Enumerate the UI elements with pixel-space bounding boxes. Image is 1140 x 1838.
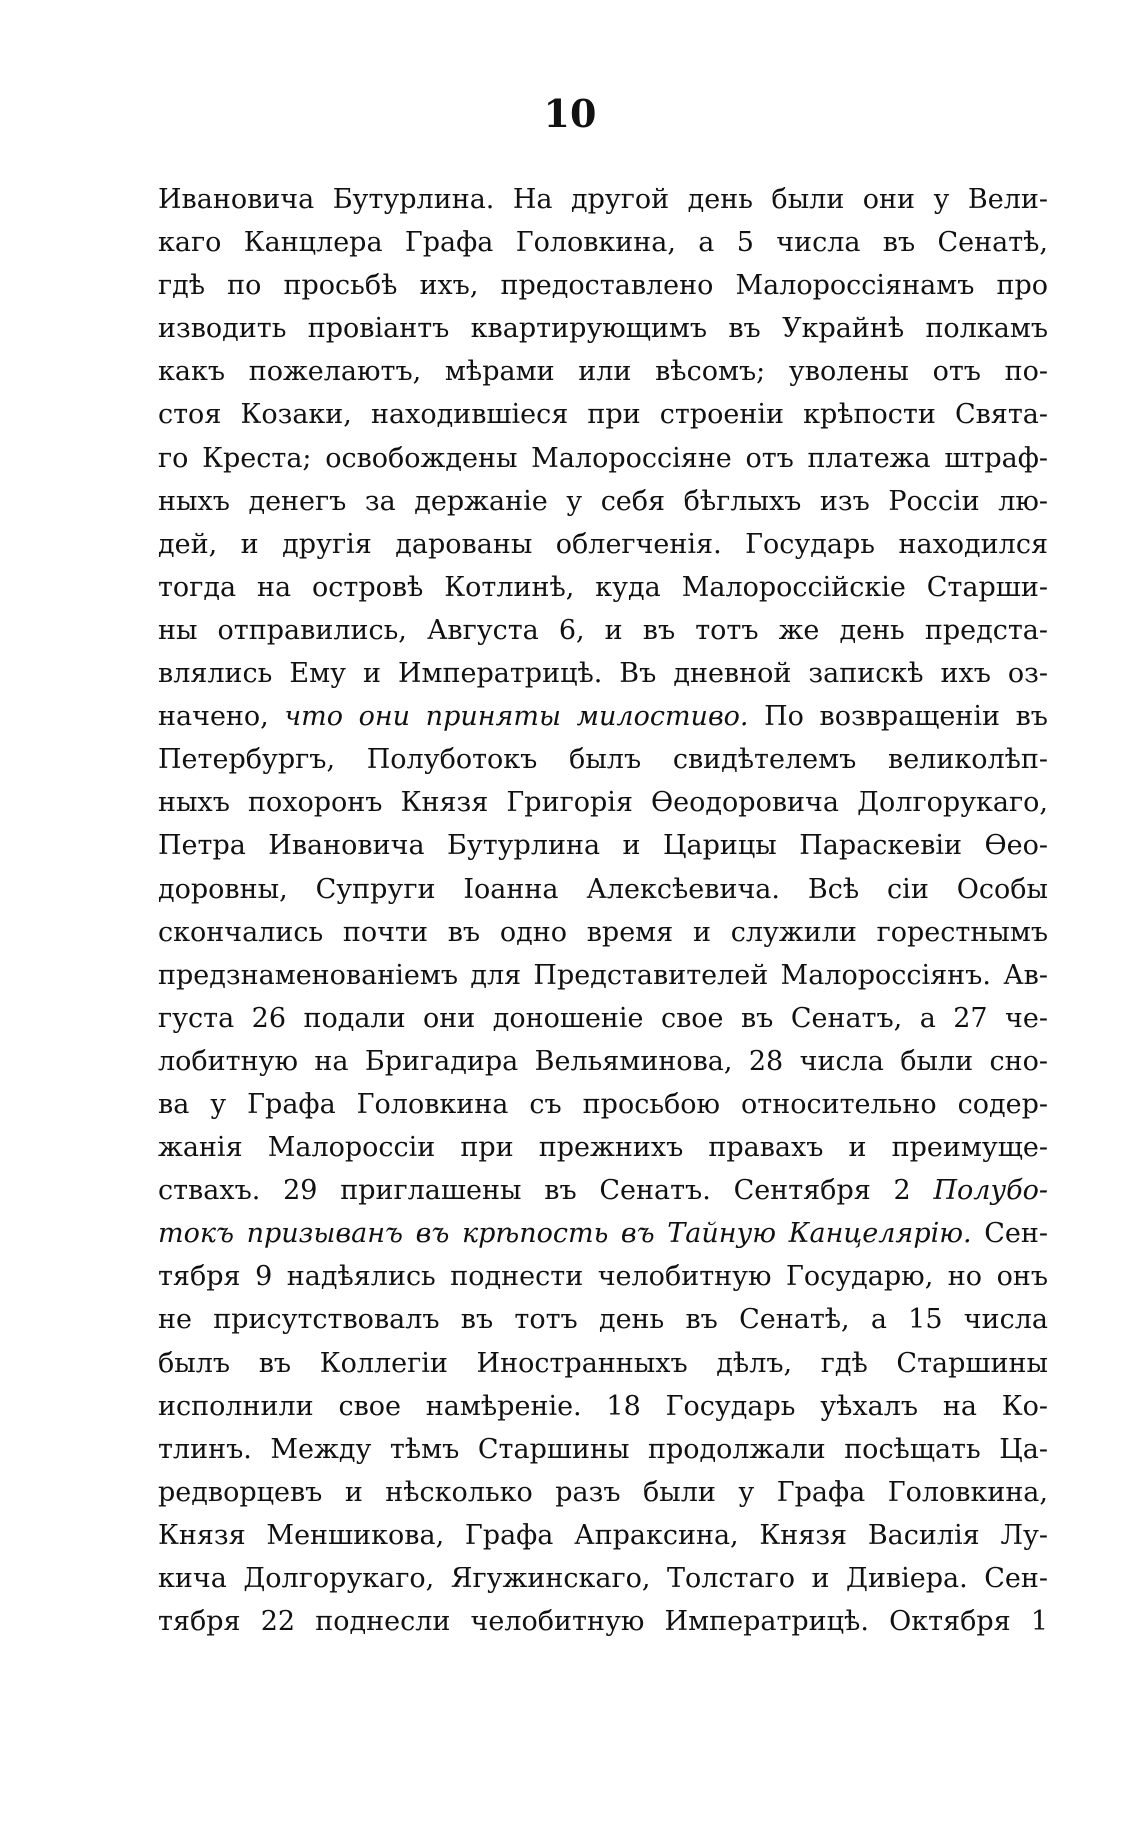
text-line: [158, 652, 1048, 695]
text-segment: не присутствовалъ въ тотъ день въ Сенатѣ, а 15 числа: [158, 1304, 1048, 1336]
text-segment: Петра Ивановича Бутурлина и Царицы Параскевіи Ѳео-: [158, 830, 1048, 862]
text-line: [158, 1126, 1048, 1169]
text-segment: начено,: [158, 701, 285, 733]
text-segment: тября 22 поднесли челобитную Императрицѣ. Октября 1: [158, 1606, 1048, 1638]
text-line: [158, 1083, 1048, 1126]
text-line: [158, 954, 1048, 997]
text-segment: Сен-: [971, 1218, 1048, 1250]
text-segment: густа 26 подали они доношеніе свое въ Сенатъ, а 27 че-: [158, 1002, 1048, 1034]
text-line: [158, 1040, 1048, 1083]
text-segment: гдѣ по просьбѣ ихъ, предоставлено Малороссіянамъ про: [158, 270, 1048, 302]
text-line: [158, 437, 1048, 480]
text-segment: скончались почти въ одно время и служили горестнымъ: [158, 916, 1048, 948]
text-line: [158, 1342, 1048, 1385]
text-segment: ва у Графа Головкина съ просьбою относительно содер-: [158, 1088, 1048, 1120]
text-line: [158, 1255, 1048, 1298]
text-segment: ныхъ похоронъ Князя Григорія Ѳеодоровича Долгорукаго,: [158, 787, 1048, 819]
text-segment: каго Канцлера Графа Головкина, а 5 числа въ Сенатѣ,: [158, 227, 1048, 259]
text-segment: исполнили свое намѣреніе. 18 Государь уѣхалъ на Ко-: [158, 1390, 1048, 1422]
text-line: [158, 911, 1048, 954]
text-segment: Петербургъ, Полуботокъ былъ свидѣтелемъ великолѣп-: [158, 744, 1048, 776]
text-line: [158, 1514, 1048, 1557]
text-line: [158, 1169, 1048, 1212]
text-line: [158, 221, 1048, 264]
text-segment: влялись Ему и Императрицѣ. Въ дневной запискѣ ихъ оз-: [158, 658, 1048, 690]
text-segment: жанія Малороссіи при прежнихъ правахъ и преимуще-: [158, 1132, 1048, 1164]
text-line: [158, 1385, 1048, 1428]
text-segment: тября 9 надѣялись поднести челобитную Государю, но онъ: [158, 1261, 1048, 1293]
text-line: [158, 824, 1048, 867]
text-line: [158, 1298, 1048, 1341]
text-line: [158, 609, 1048, 652]
text-line: [158, 868, 1048, 911]
text-segment: дей, и другія дарованы облегченія. Государь находился: [158, 528, 1048, 560]
text-segment: Князя Меншикова, Графа Апраксина, Князя Василія Лу-: [158, 1519, 1048, 1551]
text-segment: изводить провіантъ квартирующимъ въ Украйнѣ полкамъ: [158, 313, 1048, 345]
text-line: [158, 1428, 1048, 1471]
text-segment: редворцевъ и нѣсколько разъ были у Графа Головкина,: [158, 1476, 1048, 1508]
italic-text-segment: Полубо-: [933, 1175, 1048, 1207]
text-segment: ны отправились, Августа 6, и въ тотъ же день предста-: [158, 614, 1048, 646]
text-line: [158, 178, 1048, 221]
text-line: [158, 393, 1048, 436]
text-segment: Ивановича Бутурлина. На другой день были они у Вели-: [158, 184, 1048, 215]
text-line: [158, 566, 1048, 609]
text-segment: ствахъ. 29 приглашены въ Сенатъ. Сентября 2: [158, 1175, 934, 1207]
text-segment: тлинъ. Между тѣмъ Старшины продолжали посѣщать Ца-: [158, 1433, 1048, 1465]
text-segment: По возвращеніи въ: [748, 701, 1048, 733]
text-line: [158, 781, 1048, 824]
text-segment: какъ пожелаютъ, мѣрами или вѣсомъ; уволены отъ по-: [158, 356, 1048, 388]
text-line: [158, 1471, 1048, 1514]
text-segment: былъ въ Коллегіи Иностранныхъ дѣлъ, гдѣ Старшины: [158, 1347, 1048, 1379]
text-line: [158, 1557, 1048, 1600]
text-segment: ныхъ денегъ за держаніе у себя бѣглыхъ изъ Россіи лю-: [158, 485, 1048, 517]
text-segment: доровны, Супруги Іоанна Алексѣевича. Всѣ сіи Особы: [158, 873, 1048, 905]
text-segment: тогда на островѣ Котлинѣ, куда Малороссійскіе Старши-: [158, 571, 1048, 603]
italic-text-segment: что они приняты милостиво.: [284, 701, 749, 733]
text-line: [158, 695, 1048, 738]
body-text: [158, 178, 1048, 1643]
text-segment: кича Долгорукаго, Ягужинскаго, Толстаго и Дивіера. Сен-: [158, 1563, 1048, 1594]
text-line: [158, 1212, 1048, 1255]
text-line: [158, 480, 1048, 523]
text-line: [158, 350, 1048, 393]
text-segment: го Креста; освобождены Малороссіяне отъ платежа штраф-: [158, 442, 1048, 474]
text-segment: лобитную на Бригадира Вельяминова, 28 числа были сно-: [158, 1045, 1048, 1077]
text-line: [158, 997, 1048, 1040]
text-line: [158, 264, 1048, 307]
text-line: [158, 738, 1048, 781]
text-line: [158, 523, 1048, 566]
text-line: [158, 307, 1048, 350]
text-segment: предзнаменованіемъ для Представителей Малороссіянъ. Ав-: [158, 959, 1048, 991]
text-segment: стоя Козаки, находившіеся при строеніи крѣпости Свята-: [158, 399, 1048, 431]
page-number: 10: [543, 91, 597, 136]
italic-text-segment: токъ призыванъ въ крѣпость въ Тайную Канцелярію.: [158, 1218, 972, 1250]
text-line: [158, 1600, 1048, 1643]
